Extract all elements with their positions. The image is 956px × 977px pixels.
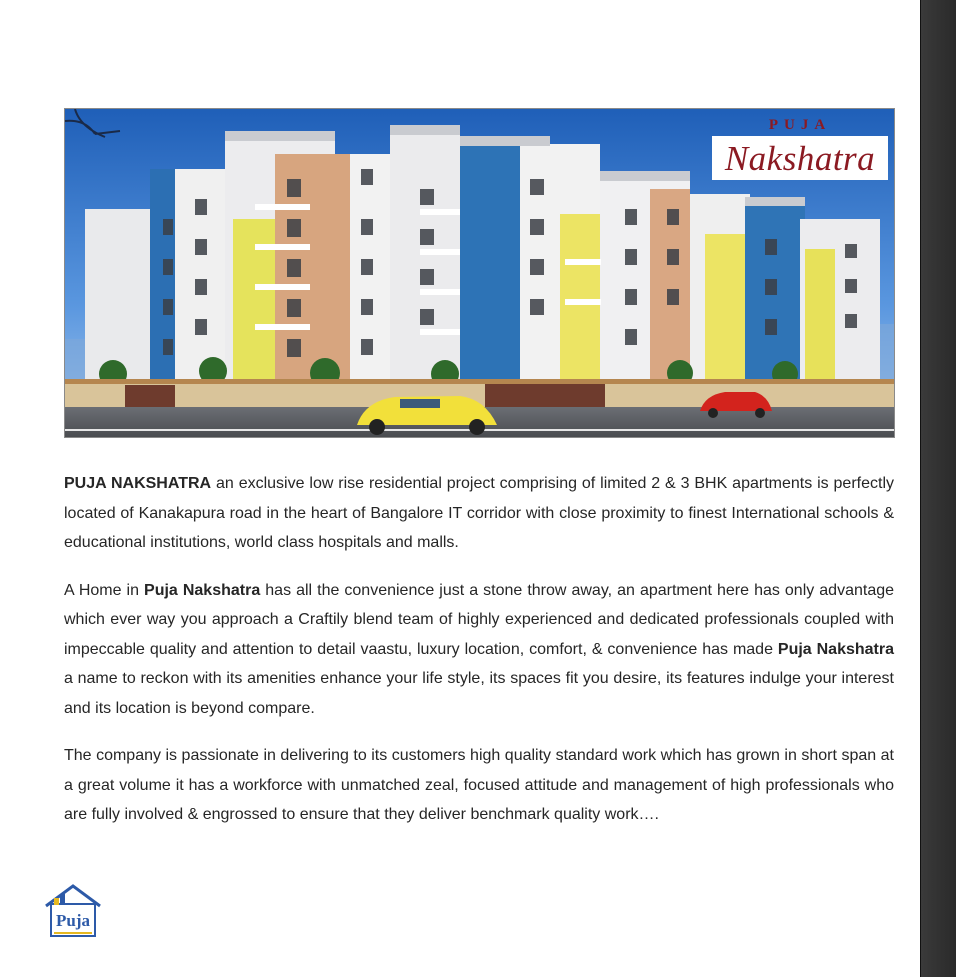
brand-script-text: Nakshatra xyxy=(712,136,888,180)
paragraph-2-rest: a name to reckon with its amenities enhance your life style, its spaces fit you desire, its features indulge your interest and its location is beyond compare. xyxy=(64,670,894,717)
paragraph-2-lead: A Home in xyxy=(64,581,145,599)
paragraph-1-text: an exclusive low rise residential project comprising of limited 2 & 3 BHK apartments is perfectly located of Kanakapura road in the heart of Bangalore IT corridor with close proximity to finest International schools & educational institutions, world class hospitals and malls. xyxy=(64,475,895,551)
puja-company-logo xyxy=(42,884,104,940)
paragraph-2 xyxy=(64,576,894,724)
house-logo-icon xyxy=(42,884,104,940)
logo-text: Puja xyxy=(56,911,90,930)
project-name-bold: PUJA NAKSHATRA xyxy=(64,475,212,492)
paragraph-1 xyxy=(64,469,894,558)
building-rendering-image xyxy=(64,108,895,438)
paragraph-2-mid: has all the convenience just a stone throw away, an apartment here has only advantage which ever way you approach a Craftily blend team of highly experienced and dedicated professionals coupled with impeccable quality and attention to detail vaastu, luxury location, comfort, & convenience has made xyxy=(64,581,895,658)
page-edge-shadow xyxy=(921,0,956,977)
description-text xyxy=(64,469,894,848)
project-name-bold: Puja Nakshatra xyxy=(777,640,895,658)
brand-logo xyxy=(712,117,888,180)
brand-small-text: PUJA xyxy=(768,117,832,133)
paragraph-3: The company is passionate in delivering to its customers high quality standard work which has grown in short span at a great volume it has a workforce with unmatched zeal, focused attitude and management of high professionals who are fully involved & engrossed to ensure that they deliver benchmark quality work…. xyxy=(64,747,894,823)
project-name-bold: Puja Nakshatra xyxy=(144,581,261,599)
